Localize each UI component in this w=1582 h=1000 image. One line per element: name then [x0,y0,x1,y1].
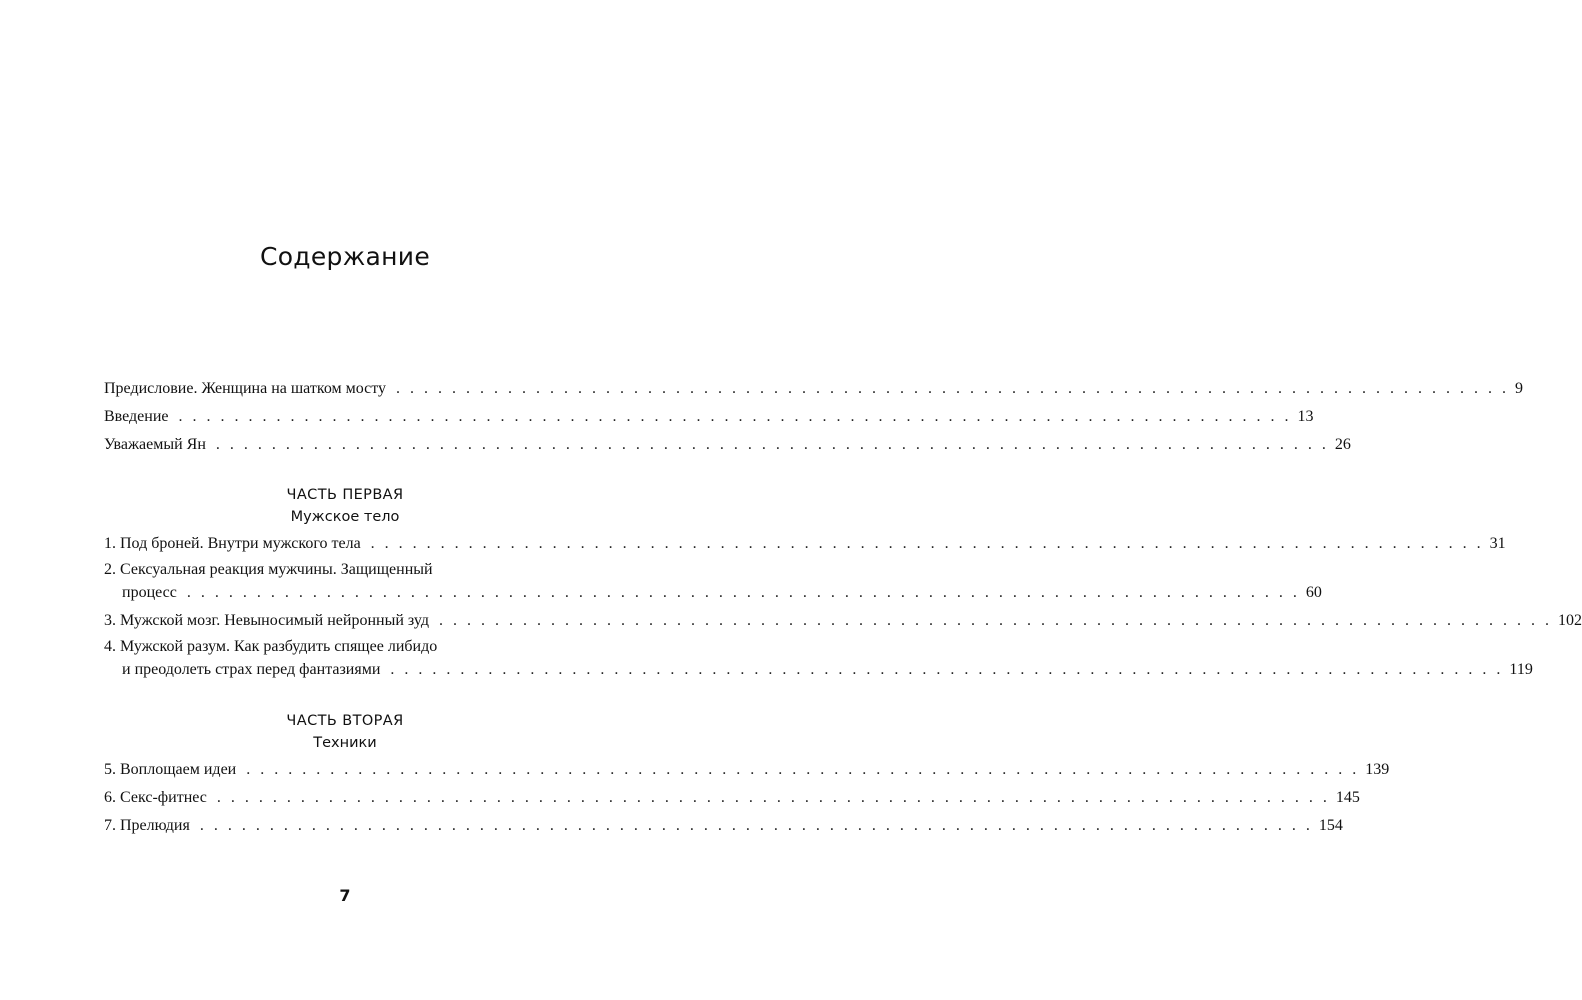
page-title: Содержание [259,242,431,271]
toc-entry-chapter-6[interactable] [104,785,1360,811]
dot-leader: . . . . . . . . . . . . . . . . . . . . . . . . . . . . . . . . . . . . . . . . . . . . . . . . . . . . . . . . . . . . . . . . . . . . . . . . . . . . . . . . [199,817,1313,834]
part-1-subtitle: Мужское тело [290,509,400,525]
page-number: 7 [339,886,351,905]
part-2-heading: ЧАСТЬ ВТОРАЯ [286,713,404,729]
toc-entry-page: 154 [1318,817,1343,834]
toc-entry-page: 60 [1305,584,1322,601]
toc-entry-page: 31 [1489,535,1506,552]
dot-leader: . . . . . . . . . . . . . . . . . . . . . . . . . . . . . . . . . . . . . . . . . . . . . . . . . . . . . . . . . . . . . . . . . . . . . . . . . . . . . . . . [370,535,1484,552]
toc-entry-page: 139 [1365,761,1390,778]
toc-entry-label: Предисловие. Женщина на шатком мосту [104,380,387,397]
dot-leader: . . . . . . . . . . . . . . . . . . . . . . . . . . . . . . . . . . . . . . . . . . . . . . . . . . . . . . . . . . . . . . . . . . . . . . . . . . . . . . . . [215,436,1329,453]
toc-entry-page: 13 [1297,408,1314,425]
dot-leader: . . . . . . . . . . . . . . . . . . . . . . . . . . . . . . . . . . . . . . . . . . . . . . . . . . . . . . . . . . . . . . . . . . . . . . . . . . . . . . . . [246,761,1360,778]
toc-entry-label: Введение [104,408,169,425]
toc-entry-chapter-1[interactable] [104,531,1506,557]
toc-entry-chapter-4[interactable] [122,657,1533,683]
toc-entry-label: 1. Под броней. Внутри мужского тела [104,535,361,552]
toc-entry-chapter-5[interactable] [104,757,1390,783]
dot-leader: . . . . . . . . . . . . . . . . . . . . . . . . . . . . . . . . . . . . . . . . . . . . . . . . . . . . . . . . . . . . . . . . . . . . . . . . . . . . . . . . [390,661,1504,678]
part-2-subtitle: Техники [313,735,377,751]
dot-leader: . . . . . . . . . . . . . . . . . . . . . . . . . . . . . . . . . . . . . . . . . . . . . . . . . . . . . . . . . . . . . . . . . . . . . . . . . . . . . . . . [439,612,1553,629]
toc-entry-preface[interactable] [104,376,1524,402]
dot-leader: . . . . . . . . . . . . . . . . . . . . . . . . . . . . . . . . . . . . . . . . . . . . . . . . . . . . . . . . . . . . . . . . . . . . . . . . . . . . . . . . [178,408,1292,425]
toc-entry-page: 9 [1515,380,1524,397]
toc-entry-label: Уважаемый Ян [104,436,206,453]
toc-entry-chapter-2-line-1[interactable]: 2. Сексуальная реакция мужчины. Защищенный [104,561,433,578]
dot-leader: . . . . . . . . . . . . . . . . . . . . . . . . . . . . . . . . . . . . . . . . . . . . . . . . . . . . . . . . . . . . . . . . . . . . . . . . . . . . . . . . [186,584,1300,601]
toc-entry-page: 26 [1334,436,1351,453]
toc-entry-chapter-4-line-1[interactable]: 4. Мужской разум. Как разбудить спящее либидо [104,638,438,655]
toc-entry-chapter-7[interactable] [104,813,1343,839]
toc-entry-label: 7. Прелюдия [104,817,190,834]
toc-entry-label: процесс [122,584,177,601]
toc-entry-dear-yan[interactable] [104,432,1351,458]
toc-entry-page: 119 [1509,661,1533,678]
part-1-heading: ЧАСТЬ ПЕРВАЯ [286,487,404,503]
toc-entry-label: и преодолеть страх перед фантазиями [122,661,381,678]
toc-entry-chapter-3[interactable] [104,608,1582,634]
toc-entry-chapter-2[interactable] [122,580,1322,606]
dot-leader: . . . . . . . . . . . . . . . . . . . . . . . . . . . . . . . . . . . . . . . . . . . . . . . . . . . . . . . . . . . . . . . . . . . . . . . . . . . . . . . . [216,789,1330,806]
toc-entry-introduction[interactable] [104,404,1314,430]
toc-entry-page: 102 [1558,612,1582,629]
toc-entry-label: 5. Воплощаем идеи [104,761,237,778]
toc-entry-page: 145 [1335,789,1360,806]
dot-leader: . . . . . . . . . . . . . . . . . . . . . . . . . . . . . . . . . . . . . . . . . . . . . . . . . . . . . . . . . . . . . . . . . . . . . . . . . . . . . . . . [396,380,1510,397]
toc-entry-label: 6. Секс-фитнес [104,789,207,806]
toc-entry-label: 3. Мужской мозг. Невыносимый нейронный зуд [104,612,430,629]
